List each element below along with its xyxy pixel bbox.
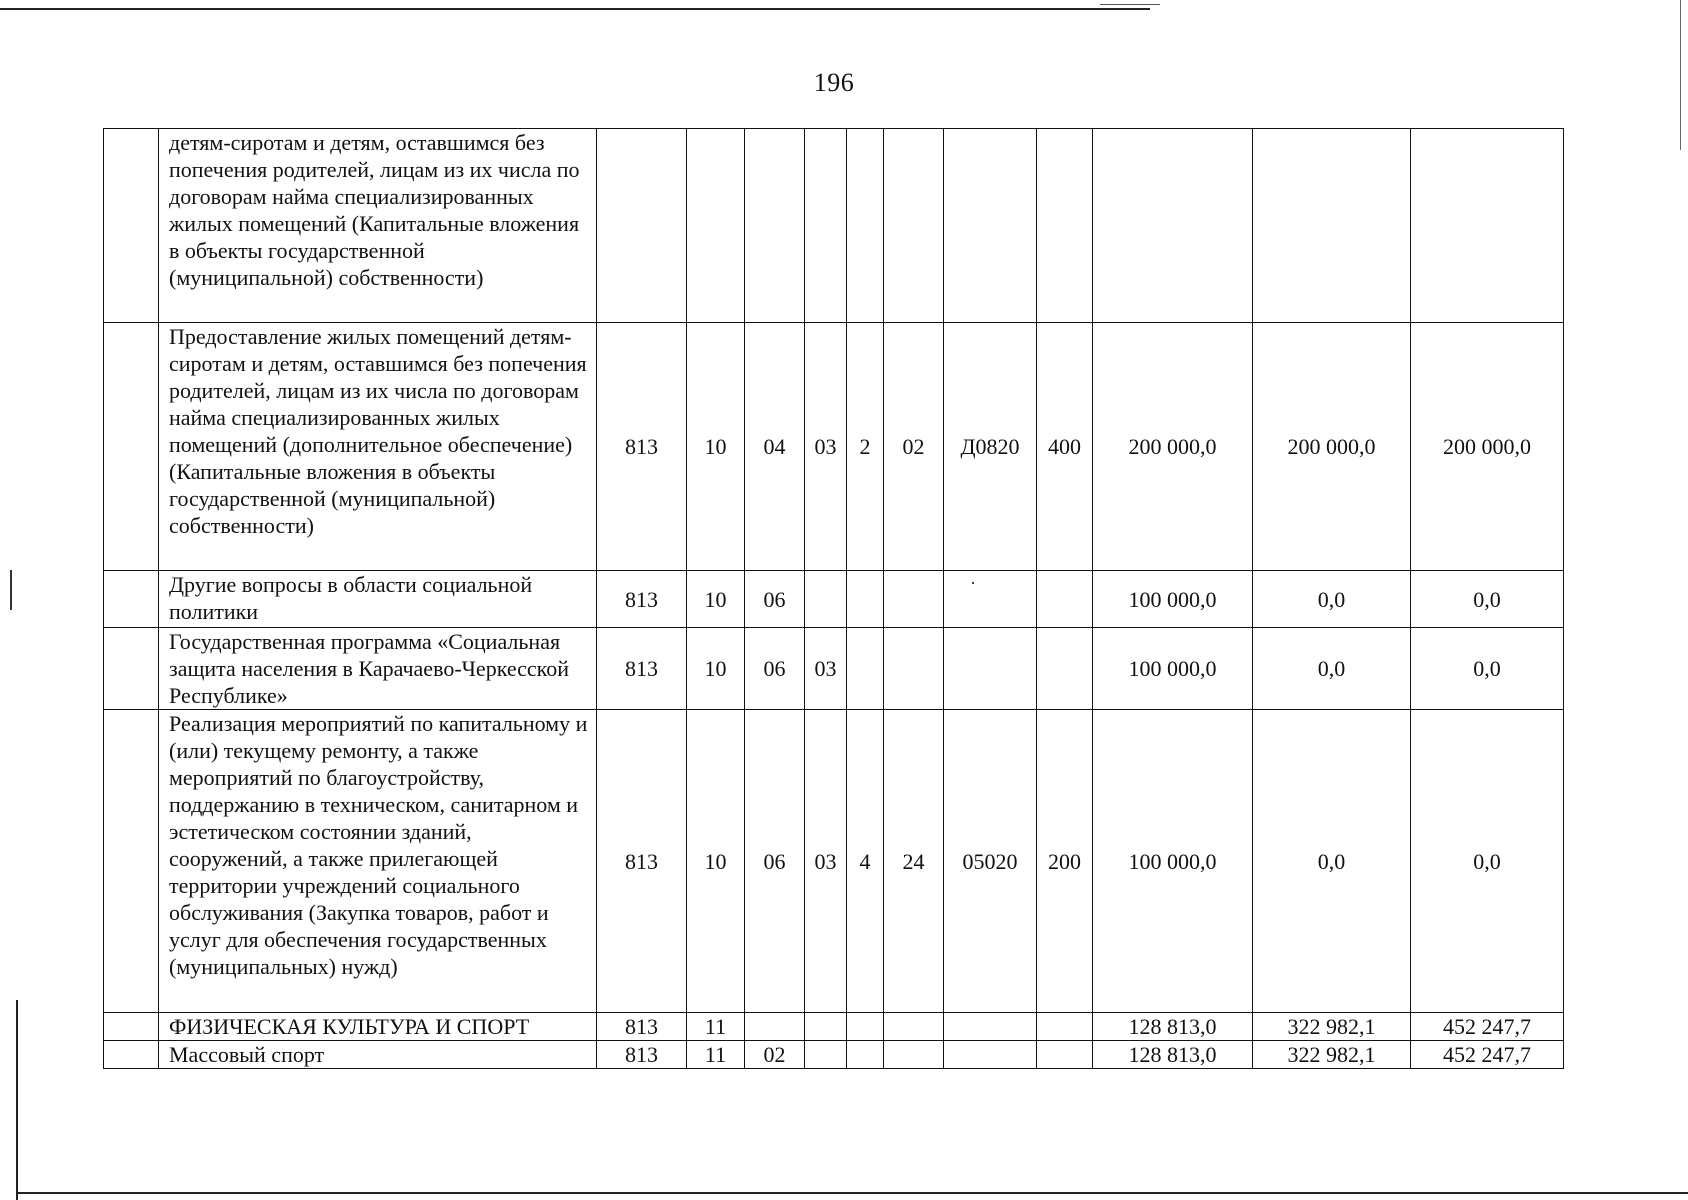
scan-edge-right <box>1680 0 1681 150</box>
program-cell <box>805 1013 847 1041</box>
direction-cell <box>944 1013 1037 1041</box>
amount-year1-cell: 100 000,0 <box>1093 710 1253 1013</box>
expense-type-cell <box>1037 129 1093 323</box>
subprogram-cell <box>847 628 884 710</box>
section-cell: 10 <box>687 628 745 710</box>
expense-type-cell: 400 <box>1037 323 1093 571</box>
table-row <box>104 323 1564 571</box>
program-cell <box>805 571 847 628</box>
expense-type-cell <box>1037 628 1093 710</box>
amount-year3-cell: 200 000,0 <box>1411 323 1564 571</box>
subprogram-cell <box>847 1013 884 1041</box>
direction-cell <box>944 628 1037 710</box>
event-cell <box>884 571 944 628</box>
expense-type-cell <box>1037 1013 1093 1041</box>
scan-edge-top-fragment <box>1100 4 1160 5</box>
row-name-cell: Другие вопросы в области социальной политики <box>159 571 597 628</box>
grbs-cell: 813 <box>597 571 687 628</box>
amount-year3-cell: 0,0 <box>1411 628 1564 710</box>
section-cell <box>687 129 745 323</box>
subsection-cell: 04 <box>745 323 805 571</box>
program-cell: 03 <box>805 628 847 710</box>
section-cell: 11 <box>687 1013 745 1041</box>
subsection-cell <box>745 129 805 323</box>
amount-year1-cell <box>1093 129 1253 323</box>
direction-cell <box>944 571 1037 628</box>
program-cell <box>805 1041 847 1069</box>
scan-edge-top <box>0 8 1150 10</box>
row-number-cell <box>104 1013 159 1041</box>
row-number-cell <box>104 628 159 710</box>
grbs-cell: 813 <box>597 628 687 710</box>
subsection-cell <box>745 1013 805 1041</box>
amount-year1-cell: 200 000,0 <box>1093 323 1253 571</box>
subsection-cell: 06 <box>745 571 805 628</box>
program-cell <box>805 129 847 323</box>
row-number-cell <box>104 129 159 323</box>
subsection-cell: 06 <box>745 710 805 1013</box>
row-number-cell <box>104 710 159 1013</box>
subprogram-cell: 2 <box>847 323 884 571</box>
expense-type-cell <box>1037 571 1093 628</box>
row-name-cell: детям-сиротам и детям, оставшимся без попечения родителей, лицам из их числа по договорам найма специализированных жилых помещений (Капитальные вложения в объекты государственной (муниципальной) собственности) <box>159 129 597 323</box>
section-cell: 11 <box>687 1041 745 1069</box>
section-cell: 10 <box>687 710 745 1013</box>
grbs-cell <box>597 129 687 323</box>
grbs-cell: 813 <box>597 1041 687 1069</box>
row-name-cell: ФИЗИЧЕСКАЯ КУЛЬТУРА И СПОРТ <box>159 1013 597 1041</box>
amount-year3-cell: 0,0 <box>1411 571 1564 628</box>
subsection-cell: 06 <box>745 628 805 710</box>
section-cell: 10 <box>687 323 745 571</box>
table-row <box>104 129 1564 323</box>
table-row <box>104 628 1564 710</box>
subprogram-cell <box>847 1041 884 1069</box>
table-row <box>104 1013 1564 1041</box>
table-row <box>104 1041 1564 1069</box>
amount-year1-cell: 128 813,0 <box>1093 1041 1253 1069</box>
amount-year2-cell: 322 982,1 <box>1253 1013 1411 1041</box>
amount-year2-cell: 0,0 <box>1253 571 1411 628</box>
row-name-cell: Предоставление жилых помещений детям-сиротам и детям, оставшимся без попечения родителей, лицам из их числа по договорам найма специализированных жилых помещений (дополнительное обеспечение) (Капитальные вложения в объекты государственной (муниципальной) собственности) <box>159 323 597 571</box>
page-number: 196 <box>813 68 855 97</box>
direction-cell <box>944 129 1037 323</box>
expense-type-cell: 200 <box>1037 710 1093 1013</box>
amount-year2-cell: 0,0 <box>1253 628 1411 710</box>
amount-year3-cell: 0,0 <box>1411 710 1564 1013</box>
event-cell: 02 <box>884 323 944 571</box>
budget-table <box>103 128 1564 1069</box>
expense-type-cell <box>1037 1041 1093 1069</box>
amount-year1-cell: 100 000,0 <box>1093 628 1253 710</box>
scan-edge-bottom <box>16 1192 1688 1194</box>
amount-year1-cell: 128 813,0 <box>1093 1013 1253 1041</box>
event-cell <box>884 129 944 323</box>
row-name-cell: Государственная программа «Социальная защита населения в Карачаево-Черкесской Республике» <box>159 628 597 710</box>
row-number-cell <box>104 1041 159 1069</box>
subprogram-cell: 4 <box>847 710 884 1013</box>
grbs-cell: 813 <box>597 323 687 571</box>
amount-year2-cell <box>1253 129 1411 323</box>
scan-speck <box>972 582 974 584</box>
direction-cell: Д0820 <box>944 323 1037 571</box>
amount-year2-cell: 322 982,1 <box>1253 1041 1411 1069</box>
amount-year3-cell <box>1411 129 1564 323</box>
grbs-cell: 813 <box>597 1013 687 1041</box>
subsection-cell: 02 <box>745 1041 805 1069</box>
row-number-cell <box>104 571 159 628</box>
amount-year2-cell: 200 000,0 <box>1253 323 1411 571</box>
event-cell <box>884 628 944 710</box>
scan-edge-left <box>16 1000 18 1200</box>
amount-year1-cell: 100 000,0 <box>1093 571 1253 628</box>
row-number-cell <box>104 323 159 571</box>
direction-cell <box>944 1041 1037 1069</box>
amount-year3-cell: 452 247,7 <box>1411 1041 1564 1069</box>
table-row <box>104 571 1564 628</box>
scan-edge-left-fragment <box>10 570 12 610</box>
row-name-cell: Массовый спорт <box>159 1041 597 1069</box>
subprogram-cell <box>847 571 884 628</box>
program-cell: 03 <box>805 323 847 571</box>
section-cell: 10 <box>687 571 745 628</box>
amount-year3-cell: 452 247,7 <box>1411 1013 1564 1041</box>
grbs-cell: 813 <box>597 710 687 1013</box>
table-row <box>104 710 1564 1013</box>
event-cell <box>884 1041 944 1069</box>
event-cell: 24 <box>884 710 944 1013</box>
subprogram-cell <box>847 129 884 323</box>
event-cell <box>884 1013 944 1041</box>
amount-year2-cell: 0,0 <box>1253 710 1411 1013</box>
direction-cell: 05020 <box>944 710 1037 1013</box>
program-cell: 03 <box>805 710 847 1013</box>
row-name-cell: Реализация мероприятий по капитальному и (или) текущему ремонту, а также мероприятий по благоустройству, поддержанию в техническом, санитарном и эстетическом состоянии зданий, сооружений, а также прилегающей территории учреждений социального обслуживания (Закупка товаров, работ и услуг для обеспечения государственных (муниципальных) нужд) <box>159 710 597 1013</box>
